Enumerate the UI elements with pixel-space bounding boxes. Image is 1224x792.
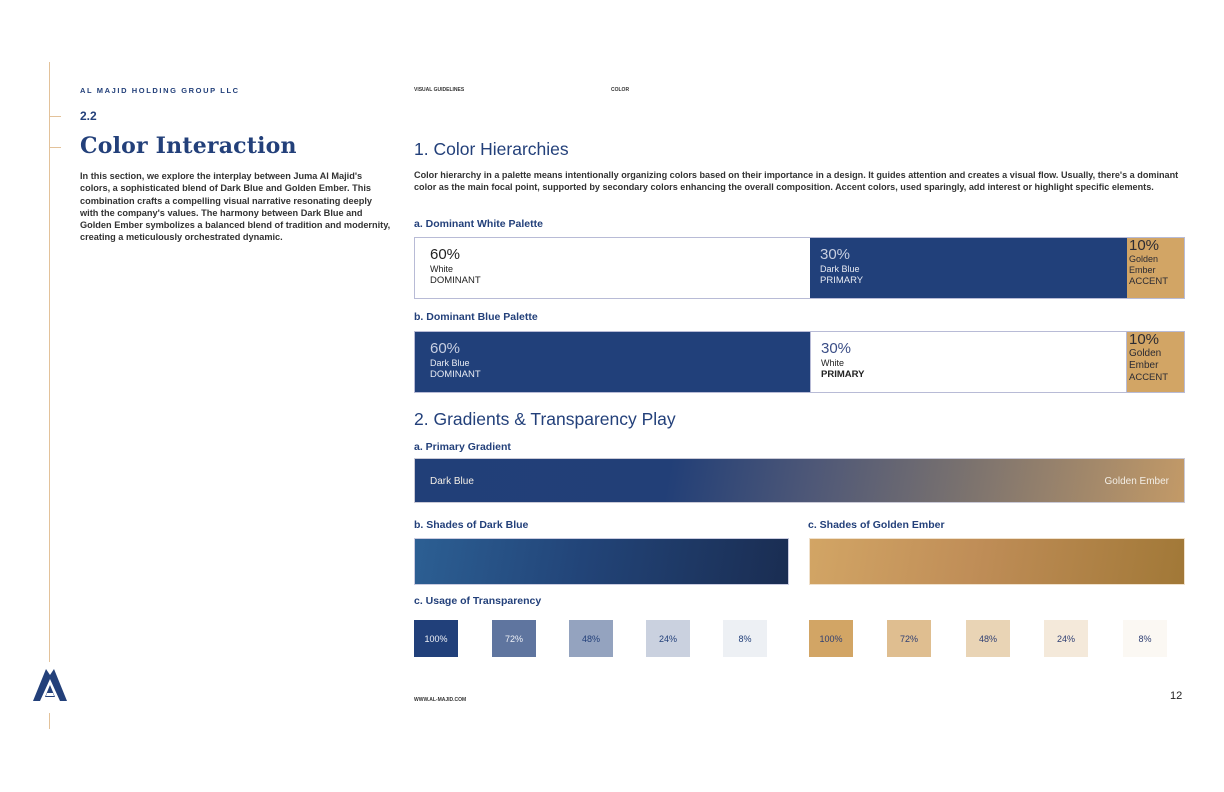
segment-color-name: Golden Ember	[1129, 348, 1162, 371]
palette-segment-white	[415, 238, 810, 298]
segment-color-name: Dark Blue	[820, 264, 860, 274]
gold-transparency-swatch: 48%	[966, 620, 1010, 657]
palette-segment-dark-blue	[810, 238, 1127, 298]
transparency-title: c. Usage of Transparency	[414, 595, 542, 607]
blue-transparency-swatch: 24%	[646, 620, 690, 657]
gold-transparency-swatch: 100%	[809, 620, 853, 657]
company-name: AL MAJID HOLDING GROUP LLC	[80, 86, 240, 95]
page-number: 12	[1170, 690, 1183, 702]
segment-role: ACCENT	[1129, 276, 1169, 287]
blue-transparency-swatch: 100%	[414, 620, 458, 657]
palette-title-white: a. Dominant White Palette	[414, 218, 543, 230]
golden-ember-shades-bar	[809, 538, 1185, 585]
palette-title-blue: b. Dominant Blue Palette	[414, 311, 538, 323]
segment-color-name: White	[821, 358, 845, 368]
left-rule-line-bottom	[49, 713, 50, 729]
intro-paragraph: In this section, we explore the interplay between Juma Al Majid's colors, a sophisticated blend of Dark Blue and Golden Ember. This combination crafts a compelling visual narrative resonating deeply with the company's values. The harmony between Dark Blue and Golden Ember symbolizes a balanced blend of tradition and modernity, creating a meticulously orchestrated dynamic.	[80, 171, 391, 243]
segment-percent: 10%	[1129, 332, 1160, 348]
segment-role: ACCENT	[1129, 372, 1169, 383]
segment-role: PRIMARY	[820, 275, 864, 286]
gradient-end-label: Golden Ember	[1104, 476, 1169, 487]
left-rule-line	[49, 62, 50, 662]
segment-percent: 60%	[430, 340, 461, 357]
gold-transparency-swatch: 24%	[1044, 620, 1088, 657]
palette-segment-white	[810, 332, 1127, 392]
blue-transparency-swatch: 48%	[569, 620, 613, 657]
segment-role: DOMINANT	[430, 275, 481, 286]
header-nav-visual-guidelines: VISUAL GUIDELINES	[414, 87, 465, 93]
al-majid-logo-icon	[33, 669, 67, 701]
header-nav-color: COLOR	[611, 87, 630, 93]
primary-gradient-bar	[414, 458, 1185, 503]
segment-color-name: White	[430, 264, 454, 274]
hierarchies-description: Color hierarchy in a palette means intentionally organizing colors based on their importance in a design. It guides attention and creates a visual flow. Usually, there's a dominant color as the main focal point, supported by secondary colors enhancing the overall composition. Accent colors, used sparingly, add interest or highlight specific elements.	[414, 170, 1179, 192]
title-tick	[49, 147, 61, 148]
blue-shades-title: b. Shades of Dark Blue	[414, 519, 529, 531]
segment-percent: 30%	[821, 340, 852, 357]
segment-percent: 60%	[430, 246, 461, 263]
footer-website: WWW.AL-MAJID.COM	[414, 697, 467, 703]
segment-color-name: Dark Blue	[430, 358, 470, 368]
heading-gradients-transparency: 2. Gradients & Transparency Play	[414, 409, 676, 429]
palette-segment-golden-ember	[1127, 238, 1184, 298]
page-title: Color Interaction	[80, 133, 297, 159]
section-number: 2.2	[80, 109, 97, 123]
dark-blue-shades-bar	[414, 538, 789, 585]
palette-segment-dark-blue	[415, 332, 810, 392]
dominant-white-palette	[414, 237, 1185, 299]
segment-percent: 10%	[1129, 238, 1160, 254]
segment-role: DOMINANT	[430, 369, 481, 380]
dominant-blue-palette	[414, 331, 1185, 393]
gold-transparency-swatch: 72%	[887, 620, 931, 657]
blue-transparency-swatch: 8%	[723, 620, 767, 657]
segment-role: PRIMARY	[821, 369, 865, 380]
blue-transparency-swatch: 72%	[492, 620, 536, 657]
section-tick	[49, 116, 61, 117]
segment-percent: 30%	[820, 246, 851, 263]
gradient-start-label: Dark Blue	[430, 476, 474, 487]
primary-gradient-title: a. Primary Gradient	[414, 441, 511, 453]
gold-transparency-swatch: 8%	[1123, 620, 1167, 657]
palette-segment-golden-ember	[1127, 332, 1184, 392]
segment-color-name: Golden Ember	[1129, 254, 1159, 275]
heading-color-hierarchies: 1. Color Hierarchies	[414, 139, 569, 159]
gold-shades-title: c. Shades of Golden Ember	[808, 519, 945, 531]
